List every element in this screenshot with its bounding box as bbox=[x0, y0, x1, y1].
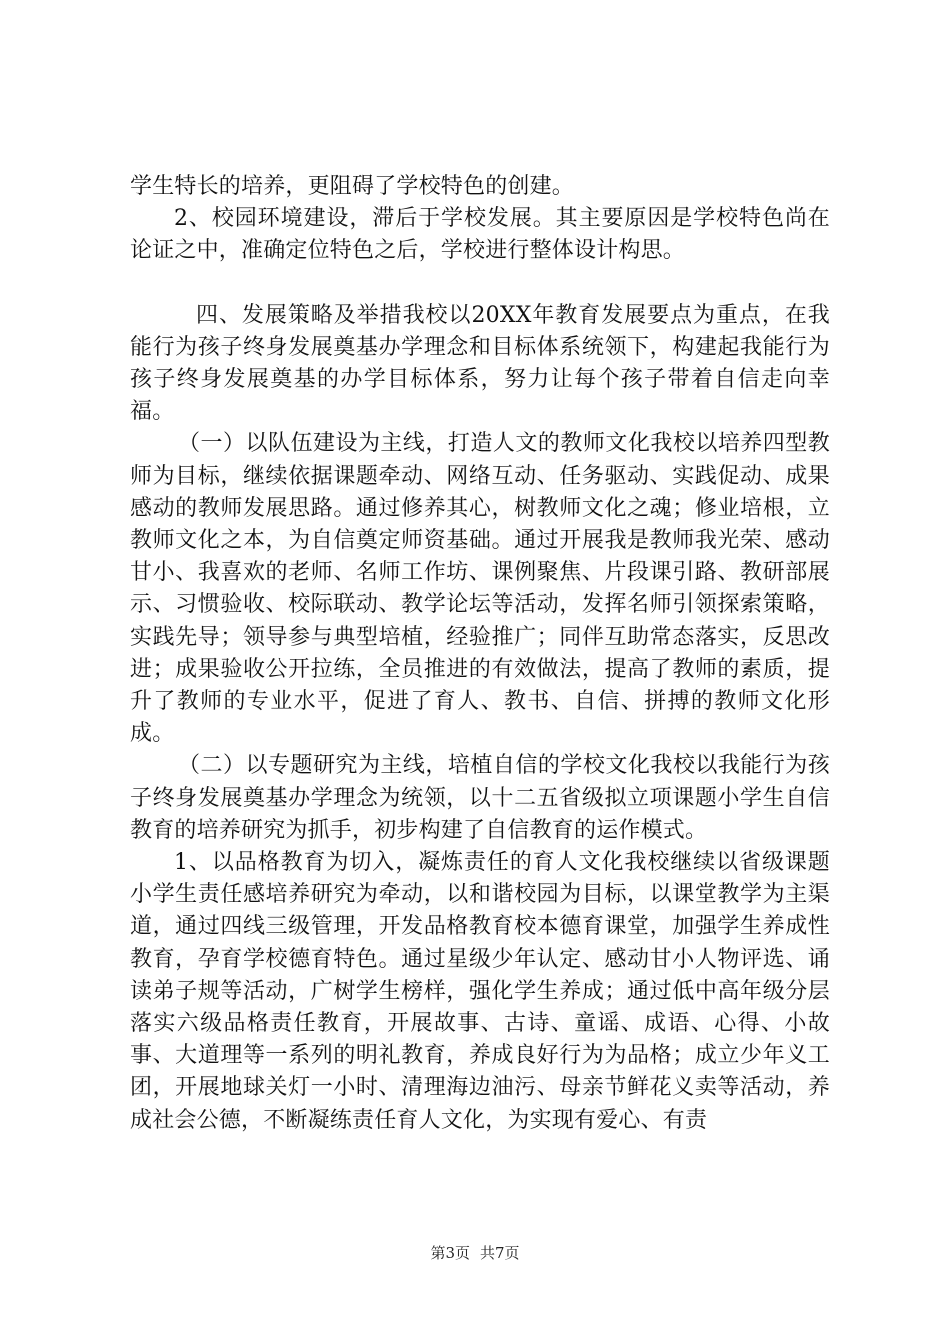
paragraph: 2、校园环境建设，滞后于学校发展。其主要原因是学校特色尚在论证之中，准确定位特色之后，学校进行整体设计构思。 bbox=[130, 206, 830, 264]
page-footer bbox=[0, 1243, 950, 1263]
paragraph: 四、发展策略及举措我校以20XX年教育发展要点为重点，在我能行为孩子终身发展奠基办学理念和目标体系统领下，构建起我能行为孩子终身发展奠基的办学目标体系，努力让每个孩子带着自信走向幸福。 bbox=[130, 302, 830, 425]
paragraph: 学生特长的培养，更阻碍了学校特色的创建。 bbox=[130, 174, 575, 199]
paragraph: （一）以队伍建设为主线，打造人文的教师文化我校以培养四型教师为目标，继续依据课题牵动、网络互动、任务驱动、实践促动、成果感动的教师发展思路。通过修养其心，树教师文化之魂；修业培根，立教师文化之本，为自信奠定师资基础。通过开展我是教师我光荣、感动甘小、我喜欢的老师、名师工作坊、课例聚焦、片段课引路、教研部展示、习惯验收、校际联动、教学论坛等活动，发挥名师引领探索策略，实践先导；领导参与典型培植，经验推广；同伴互助常态落实，反思改进；成果验收公开拉练，全员推进的有效做法，提高了教师的素质，提升了教师的专业水平，促进了育人、教书、自信、拼搏的教师文化形成。 bbox=[130, 431, 830, 747]
paragraph: （二）以专题研究为主线，培植自信的学校文化我校以我能行为孩子终身发展奠基办学理念为统领，以十二五省级拟立项课题小学生自信教育的培养研究为抓手，初步构建了自信教育的运作模式。 bbox=[130, 753, 830, 843]
document-body bbox=[130, 171, 830, 1137]
paragraph: 1、以品格教育为切入，凝炼责任的育人文化我校继续以省级课题小学生责任感培养研究为牵动，以和谐校园为目标，以课堂教学为主渠道，通过四线三级管理，开发品格教育校本德育课堂，加强学生养成性教育，孕育学校德育特色。通过星级少年认定、感动甘小人物评选、诵读弟子规等活动，广树学生榜样，强化学生养成；通过低中高年级分层落实六级品格责任教育，开展故事、古诗、童谣、成语、心得、小故事、大道理等一系列的明礼教育，养成良好行为为品格；成立少年义工团，开展地球关灯一小时、清理海边油污、母亲节鲜花义卖等活动，养成社会公德，不断凝练责任育人文化，为实现有爱心、有责 bbox=[130, 850, 830, 1133]
page-total: 共7页 bbox=[480, 1244, 520, 1262]
page-number: 第3页 bbox=[430, 1244, 470, 1262]
